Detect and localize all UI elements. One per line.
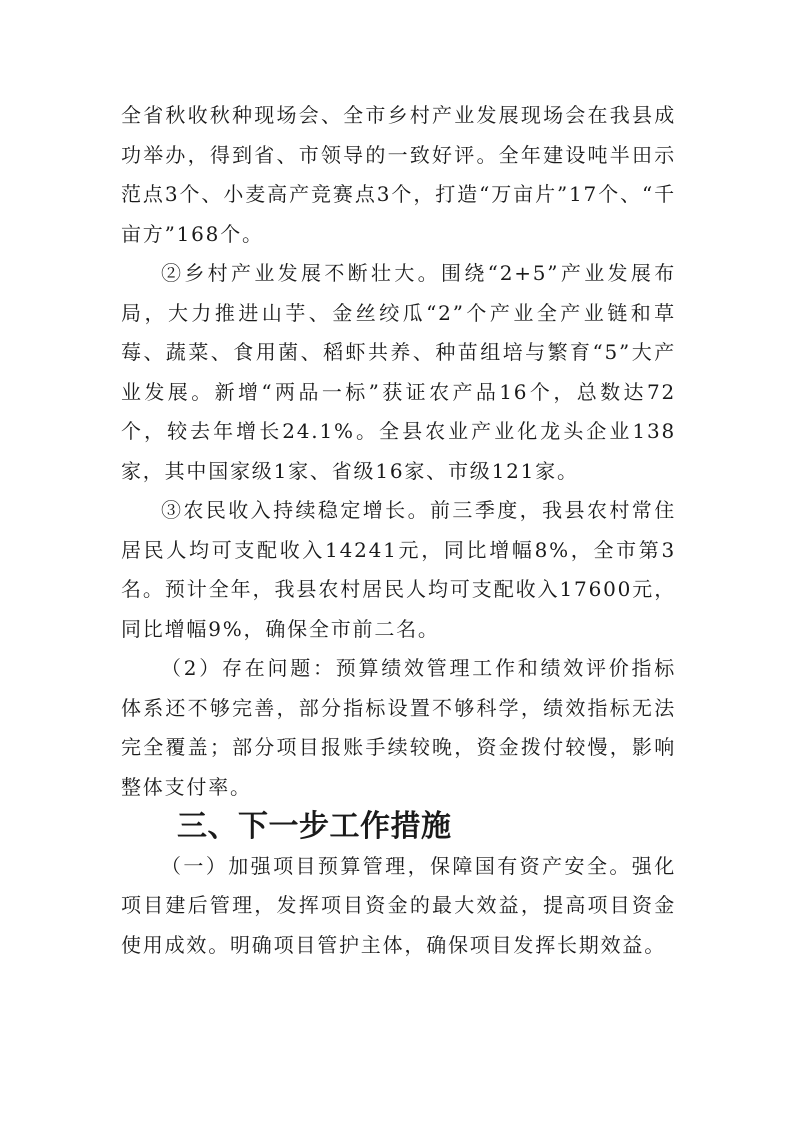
document-body	[121, 96, 676, 965]
paragraph-farmer-income: ③农民收入持续稳定增长。前三季度，我县农村常住居民人均可支配收入14241元，同比增幅8%，全市第3名。预计全年，我县农村居民人均可支配收入17600元，同比增幅9%，确保全市前二名。	[121, 498, 676, 641]
paragraph-budget-management: （一）加强项目预算管理，保障国有资产安全。强化项目建后管理，发挥项目资金的最大效益，提高项目资金使用成效。明确项目管护主体，确保项目发挥长期效益。	[121, 853, 676, 957]
paragraph-existing-problems: （2）存在问题：预算绩效管理工作和绩效评价指标体系还不够完善，部分指标设置不够科学，绩效指标无法完全覆盖；部分项目报账手续较晚，资金拨付较慢，影响整体支付率。	[121, 656, 676, 799]
section-heading-next-steps: 三、下一步工作措施	[177, 809, 452, 844]
paragraph-harvest-summary: 全省秋收秋种现场会、全市乡村产业发展现场会在我县成功举办，得到省、市领导的一致好评。全年建设吨半田示范点3个、小麦高产竞赛点3个，打造“万亩片”17个、“千亩方”168个。	[121, 103, 676, 246]
paragraph-industry-development: ②乡村产业发展不断壮大。围绕“2+5”产业发展布局，大力推进山芋、金丝绞瓜“2”个产业全产业链和草莓、蔬菜、食用菌、稻虾共养、种苗组培与繁育“5”大产业发展。新增“两品一标”获证农产品16个，总数达72个，较去年增长24.1%。全县农业产业化龙头企业138家，其中国家级1家、省级16家、市级121家。	[121, 261, 676, 483]
